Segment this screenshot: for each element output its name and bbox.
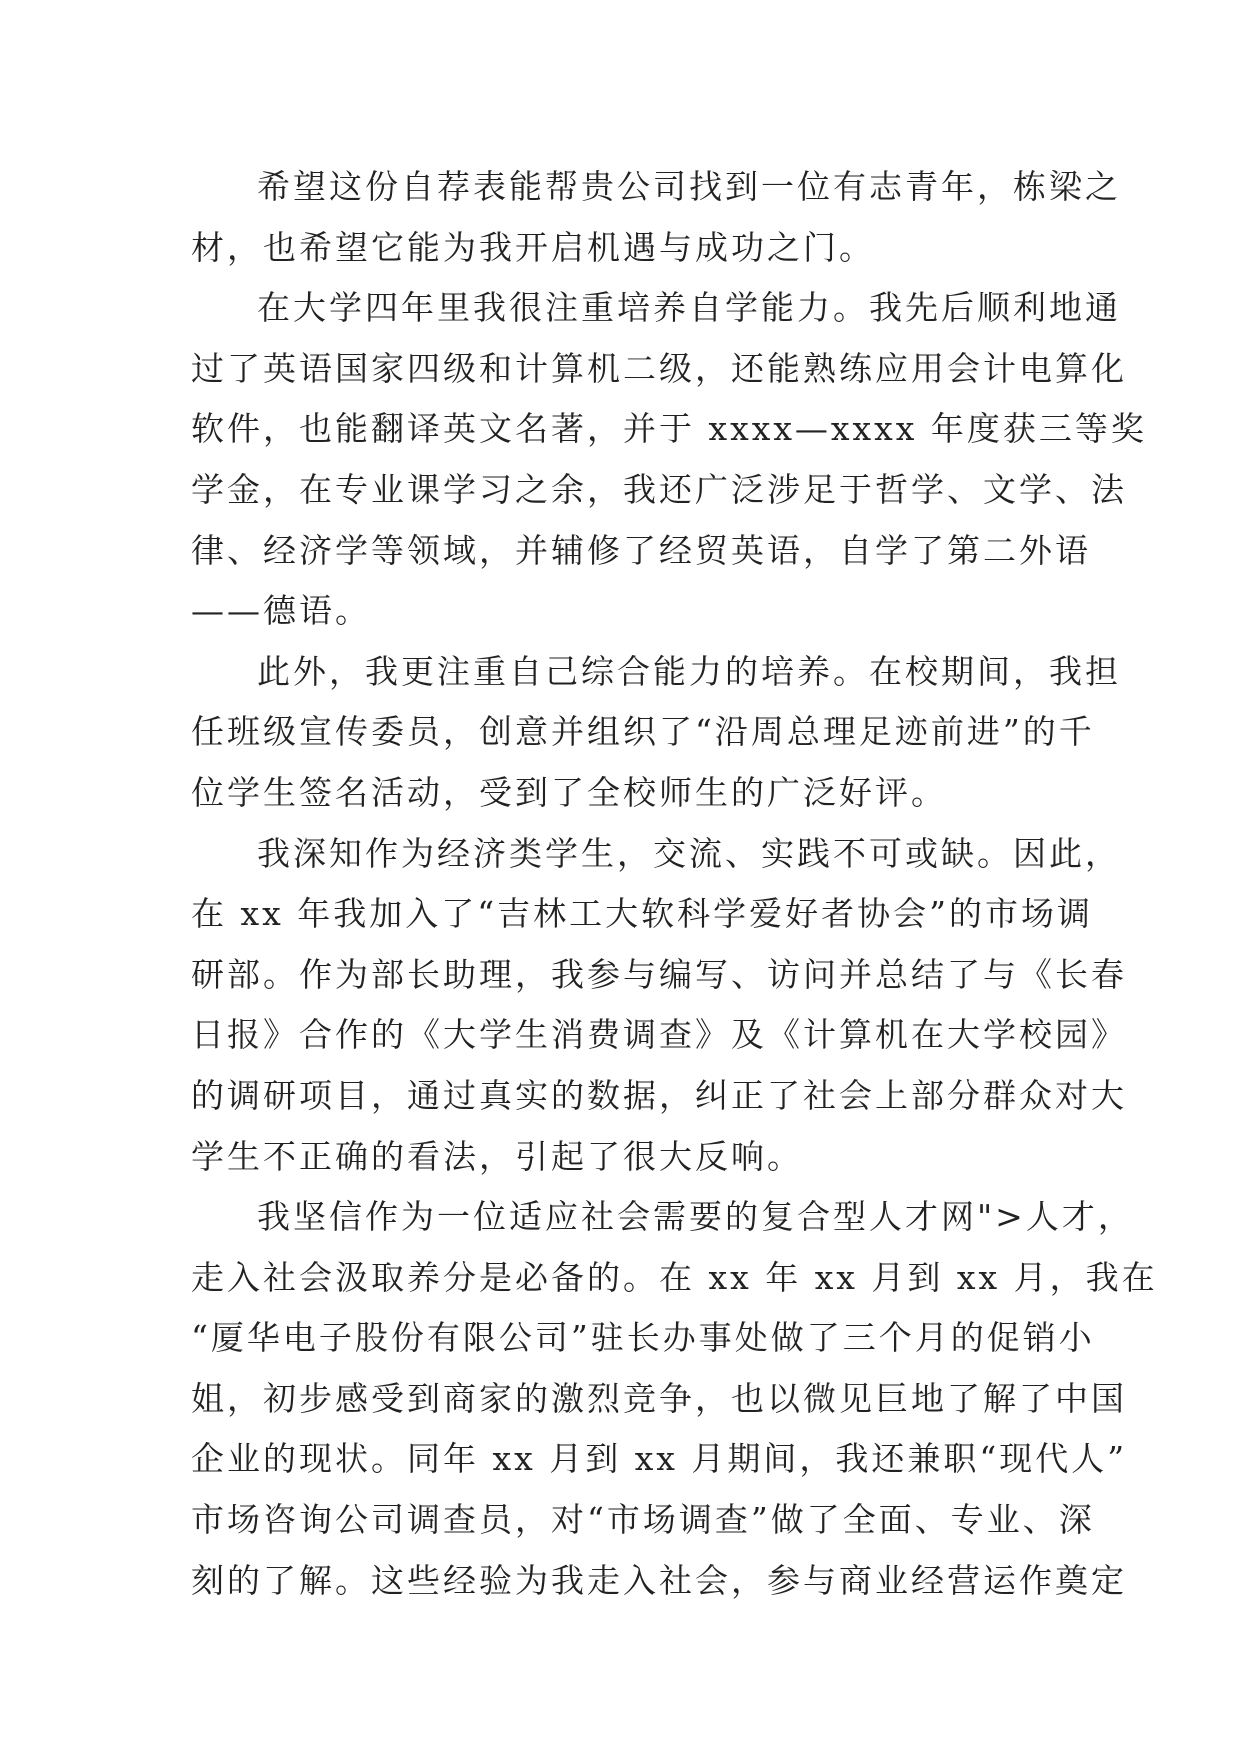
text-line: 学金，在专业课学习之余，我还广泛涉足于哲学、文学、法	[191, 469, 1127, 509]
text-line: 的调研项目，通过真实的数据，纠正了社会上部分群众对大	[191, 1075, 1127, 1115]
text-line: 研部。作为部长助理，我参与编写、访问并总结了与《长春	[191, 954, 1127, 994]
text-line: 日报》合作的《大学生消费调查》及《计算机在大学校园》	[191, 1015, 1127, 1055]
text-line: ——德语。	[191, 591, 371, 631]
text-line: 过了英语国家四级和计算机二级，还能熟练应用会计电算化	[191, 348, 1127, 388]
text-line: 位学生签名活动，受到了全校师生的广泛好评。	[191, 772, 947, 812]
text-line: 希望这份自荐表能帮贵公司找到一位有志青年，栋梁之	[257, 167, 1121, 206]
document-body	[191, 157, 1158, 1611]
text-line: 我深知作为经济类学生，交流、实践不可或缺。因此，	[257, 833, 1121, 873]
text-line: 软件，也能翻译英文名著，并于 xxxx—xxxx 年度获三等奖	[191, 409, 1147, 449]
text-line: 企业的现状。同年 xx 月到 xx 月期间，我还兼职“现代人”	[191, 1439, 1128, 1479]
text-line: 姐，初步感受到商家的激烈竞争，也以微见巨地了解了中国	[191, 1378, 1127, 1418]
text-line: 刻的了解。这些经验为我走入社会，参与商业经营运作奠定	[191, 1560, 1127, 1600]
text-line: 律、经济学等领域，并辅修了经贸英语，自学了第二外语	[191, 530, 1091, 570]
text-line: 此外，我更注重自己综合能力的培养。在校期间，我担	[257, 651, 1121, 691]
text-line: 材，也希望它能为我开启机遇与成功之门。	[191, 227, 875, 267]
text-line: “厦华电子股份有限公司”驻长办事处做了三个月的促销小	[191, 1318, 1095, 1358]
text-line: 在 xx 年我加入了“吉林工大软科学爱好者协会”的市场调	[191, 894, 1093, 934]
text-line: 市场咨询公司调查员，对“市场调查”做了全面、专业、深	[191, 1500, 1095, 1540]
text-line: 走入社会汲取养分是必备的。在 xx 年 xx 月到 xx 月，我在	[191, 1257, 1158, 1297]
text-line: 在大学四年里我很注重培养自学能力。我先后顺利地通	[257, 288, 1121, 328]
text-line: 任班级宣传委员，创意并组织了“沿周总理足迹前进”的千	[191, 712, 1095, 752]
text-line: 学生不正确的看法，引起了很大反响。	[191, 1136, 803, 1176]
text-line: 我坚信作为一位适应社会需要的复合型人才网">人才，	[257, 1197, 1134, 1237]
